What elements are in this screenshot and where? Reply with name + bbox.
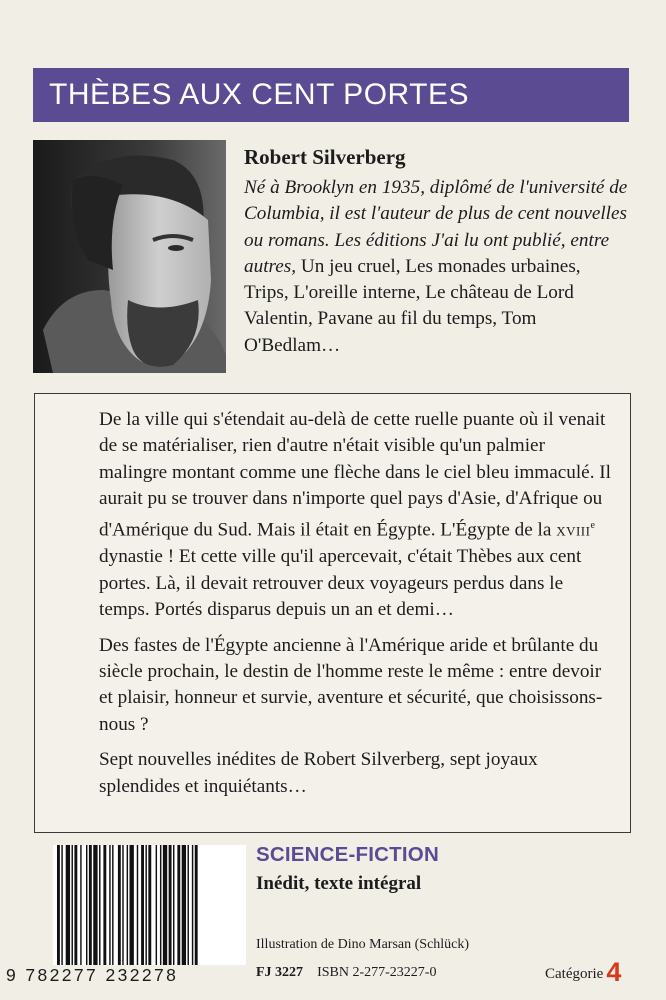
barcode-bar: [112, 845, 113, 965]
dynasty-superscript: e: [590, 519, 595, 531]
barcode-bar: [141, 845, 144, 965]
barcode-bar: [122, 845, 123, 965]
barcode-number: 9 782277 232278: [6, 965, 179, 985]
barcode-bar: [86, 845, 87, 965]
synopsis-box: [34, 393, 631, 833]
isbn: ISBN 2-277-23227-0: [317, 965, 437, 980]
barcode-bar: [169, 845, 172, 965]
barcode-bar: [130, 845, 134, 965]
barcode-bar: [156, 845, 157, 965]
barcode-bar: [99, 845, 100, 965]
barcode-bar: [74, 845, 77, 965]
barcode-bar: [177, 845, 180, 965]
barcode-bar: [160, 845, 161, 965]
barcode-bar: [93, 845, 97, 965]
barcode-bars: [53, 845, 246, 965]
fj-number: FJ 3227: [256, 965, 304, 980]
author-photo: [33, 140, 226, 373]
synopsis-paragraph-2: Des fastes de l'Égypte ancienne à l'Amérique aride et brûlante du siècle prochain, le destin de l'homme reste le même : entre devoir et plaisir, honneur et survie, aventure et sécurité, que choisissons-nous ?: [99, 634, 603, 735]
author-portrait-image: [33, 140, 226, 373]
barcode-bar: [66, 845, 70, 965]
barcode-bar: [163, 845, 167, 965]
barcode-bar: [61, 845, 62, 965]
genre-label: SCIENCE-FICTION: [256, 843, 439, 866]
category-number: 4: [606, 957, 622, 987]
author-bio-titles: Un jeu cruel, Les monades urbaines, Trips, L'oreille interne, Le château de Lord Valentin, Pavane au fil du temps, Tom O'Bedlam…: [244, 255, 581, 356]
barcode-bar: [57, 845, 60, 965]
author-bio: [244, 175, 629, 359]
barcode-bar: [109, 845, 110, 965]
book-title: THÈBES AUX CENT PORTES: [49, 78, 469, 111]
book-title-band: [33, 68, 629, 122]
barcode-bar: [80, 845, 81, 965]
barcode-bar: [89, 845, 92, 965]
author-bio-intro: Né à Brooklyn en 1935, diplômé de l'université de Columbia, il est l'auteur de plus de cent nouvelles ou romans. Les éditions J'ai lu ont publié, entre autres,: [244, 177, 628, 277]
barcode-bar: [127, 845, 128, 965]
barcode-bar: [72, 845, 73, 965]
barcode-bar: [173, 845, 174, 965]
barcode-bar: [192, 845, 193, 965]
barcode-bar: [145, 845, 146, 965]
barcode-bar: [148, 845, 151, 965]
publication-reference: [256, 965, 436, 981]
category: [545, 957, 621, 988]
barcode: [53, 845, 246, 965]
illustration-credit: Illustration de Dino Marsan (Schlück): [256, 937, 470, 952]
barcode-bar: [137, 845, 138, 965]
barcode-bar: [103, 845, 106, 965]
category-label: Catégorie: [545, 966, 604, 982]
barcode-bar: [182, 845, 186, 965]
synopsis-paragraph-1: De la ville qui s'étendait au-delà de cette ruelle puante où il venait de se matérialiser, rien d'autre n'était visible qu'un palmier malingre montant comme une flèche dans le ciel bleu immaculé. Il aurait pu se trouver dans n'importe quel pays d'Asie, d'Afrique ou d'Amérique du Sud. Mais il était en Égypte. L'Égypte de la XVIIIe dynastie ! Et cette ville qu'il apercevait, c'était Thèbes aux cent portes. Là, il devait retrouver deux voyageurs perdus dans le temps. Portés disparus depuis un an et demi…: [99, 409, 612, 621]
dynasty-numeral: XVIII: [556, 523, 591, 539]
barcode-bar: [195, 845, 198, 965]
edition-label: Inédit, texte intégral: [256, 873, 422, 894]
barcode-bar: [118, 845, 121, 965]
author-name: Robert Silverberg: [244, 145, 406, 169]
synopsis-paragraph-3: Sept nouvelles inédites de Robert Silverberg, sept joyaux splendides et inquiétants…: [99, 749, 538, 797]
barcode-bar: [188, 845, 189, 965]
